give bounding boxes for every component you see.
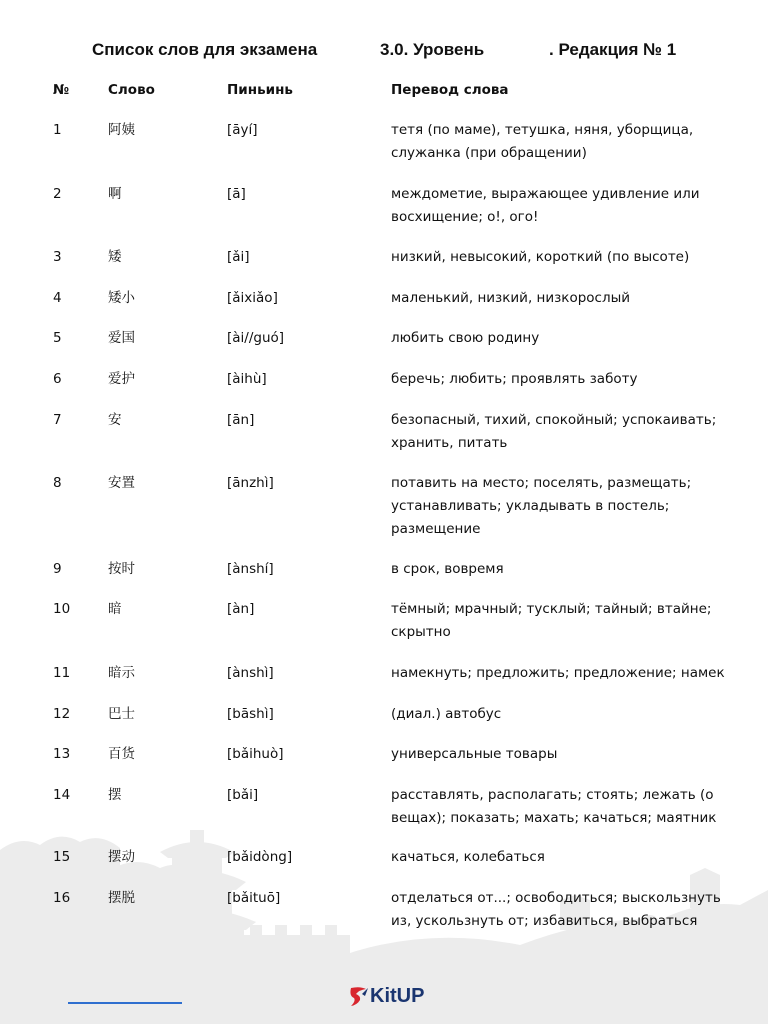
row-pinyin: [bǎihuò]	[227, 746, 284, 762]
row-word: 暗示	[108, 665, 135, 681]
row-word: 啊	[108, 186, 122, 202]
row-translation: намекнуть; предложить; предложение; намек	[391, 665, 725, 681]
row-translation: тетя (по маме), тетушка, няня, уборщица, служанка (при обращении)	[391, 122, 694, 161]
row-translation: любить свою родину	[391, 330, 540, 346]
column-header-translation: Перевод слова	[391, 82, 509, 98]
row-word: 摆动	[108, 849, 135, 865]
row-pinyin: [ǎixiǎo]	[227, 290, 278, 306]
row-pinyin: [ài//guó]	[227, 330, 285, 346]
row-number: 5	[53, 330, 62, 346]
row-pinyin: [ànshì]	[227, 665, 274, 681]
row-pinyin: [àn]	[227, 601, 255, 617]
row-number: 2	[53, 186, 62, 202]
row-pinyin: [ànshí]	[227, 561, 274, 577]
column-header-number: №	[53, 82, 70, 98]
row-number: 14	[53, 787, 71, 803]
row-translation: междометие, выражающее удивление или восхищение; о!, ого!	[391, 186, 700, 225]
row-pinyin: [ānzhì]	[227, 475, 274, 491]
row-number: 13	[53, 746, 71, 762]
row-pinyin: [āyí]	[227, 122, 258, 138]
row-translation: универсальные товары	[391, 746, 558, 762]
column-header-pinyin: Пиньинь	[227, 82, 293, 98]
row-word: 巴士	[108, 706, 135, 722]
row-number: 4	[53, 290, 62, 306]
row-translation: качаться, колебаться	[391, 849, 545, 865]
row-number: 6	[53, 371, 62, 387]
column-header-word: Слово	[108, 82, 155, 98]
row-number: 10	[53, 601, 71, 617]
row-pinyin: [bǎidòng]	[227, 849, 293, 865]
row-translation: потавить на место; поселять, размещать; устанавливать; укладывать в постель; размещение	[391, 475, 692, 537]
row-translation: тёмный; мрачный; тусклый; тайный; втайне; скрытно	[391, 601, 712, 640]
row-number: 8	[53, 475, 62, 491]
row-pinyin: [ā]	[227, 186, 246, 202]
row-number: 9	[53, 561, 62, 577]
row-translation: в срок, вовремя	[391, 561, 504, 577]
row-pinyin: [àihù]	[227, 371, 267, 387]
row-pinyin: [ān]	[227, 412, 255, 428]
row-translation: маленький, низкий, низкорослый	[391, 290, 631, 306]
row-translation: (диал.) автобус	[391, 706, 502, 722]
row-word: 百货	[108, 746, 135, 762]
row-word: 安置	[108, 475, 135, 491]
table-header	[0, 82, 768, 104]
row-number: 1	[53, 122, 62, 138]
row-pinyin: [bǎi]	[227, 787, 259, 803]
row-translation: беречь; любить; проявлять заботу	[391, 371, 638, 387]
title-list-name: Список слов для экзамена	[92, 40, 318, 59]
row-number: 12	[53, 706, 71, 722]
row-translation: расставлять, располагать; стоять; лежать (о вещах); показать; махать; качаться; маятник	[391, 787, 717, 826]
row-pinyin: [bǎituō]	[227, 890, 281, 906]
row-word: 矮	[108, 249, 122, 265]
row-number: 16	[53, 890, 71, 906]
kitup-swoosh-icon	[348, 984, 370, 1008]
row-pinyin: [ǎi]	[227, 249, 250, 265]
row-number: 15	[53, 849, 71, 865]
kitup-logo-text: KitUP	[370, 985, 425, 1007]
document-title	[0, 40, 768, 66]
row-translation: безопасный, тихий, спокойный; успокаивать; хранить, питать	[391, 412, 717, 451]
row-word: 摆	[108, 787, 122, 803]
row-word: 摆脱	[108, 890, 135, 906]
footer-link-underline	[68, 1002, 182, 1004]
row-word: 爱护	[108, 371, 135, 387]
title-edition: . Редакция № 1	[549, 40, 677, 59]
row-number: 7	[53, 412, 62, 428]
title-level: 3.0. Уровень	[380, 40, 485, 59]
row-number: 11	[53, 665, 71, 681]
row-word: 爱国	[108, 330, 135, 346]
row-translation: низкий, невысокий, короткий (по высоте)	[391, 249, 690, 265]
row-word: 暗	[108, 601, 122, 617]
row-number: 3	[53, 249, 62, 265]
row-word: 阿姨	[108, 122, 135, 138]
row-word: 安	[108, 412, 122, 428]
row-pinyin: [bāshì]	[227, 706, 274, 722]
row-word: 按时	[108, 561, 135, 577]
row-translation: отделаться от...; освободиться; выскользнуть из, ускользнуть от; избавиться, выбраться	[391, 890, 721, 929]
row-word: 矮小	[108, 290, 135, 306]
